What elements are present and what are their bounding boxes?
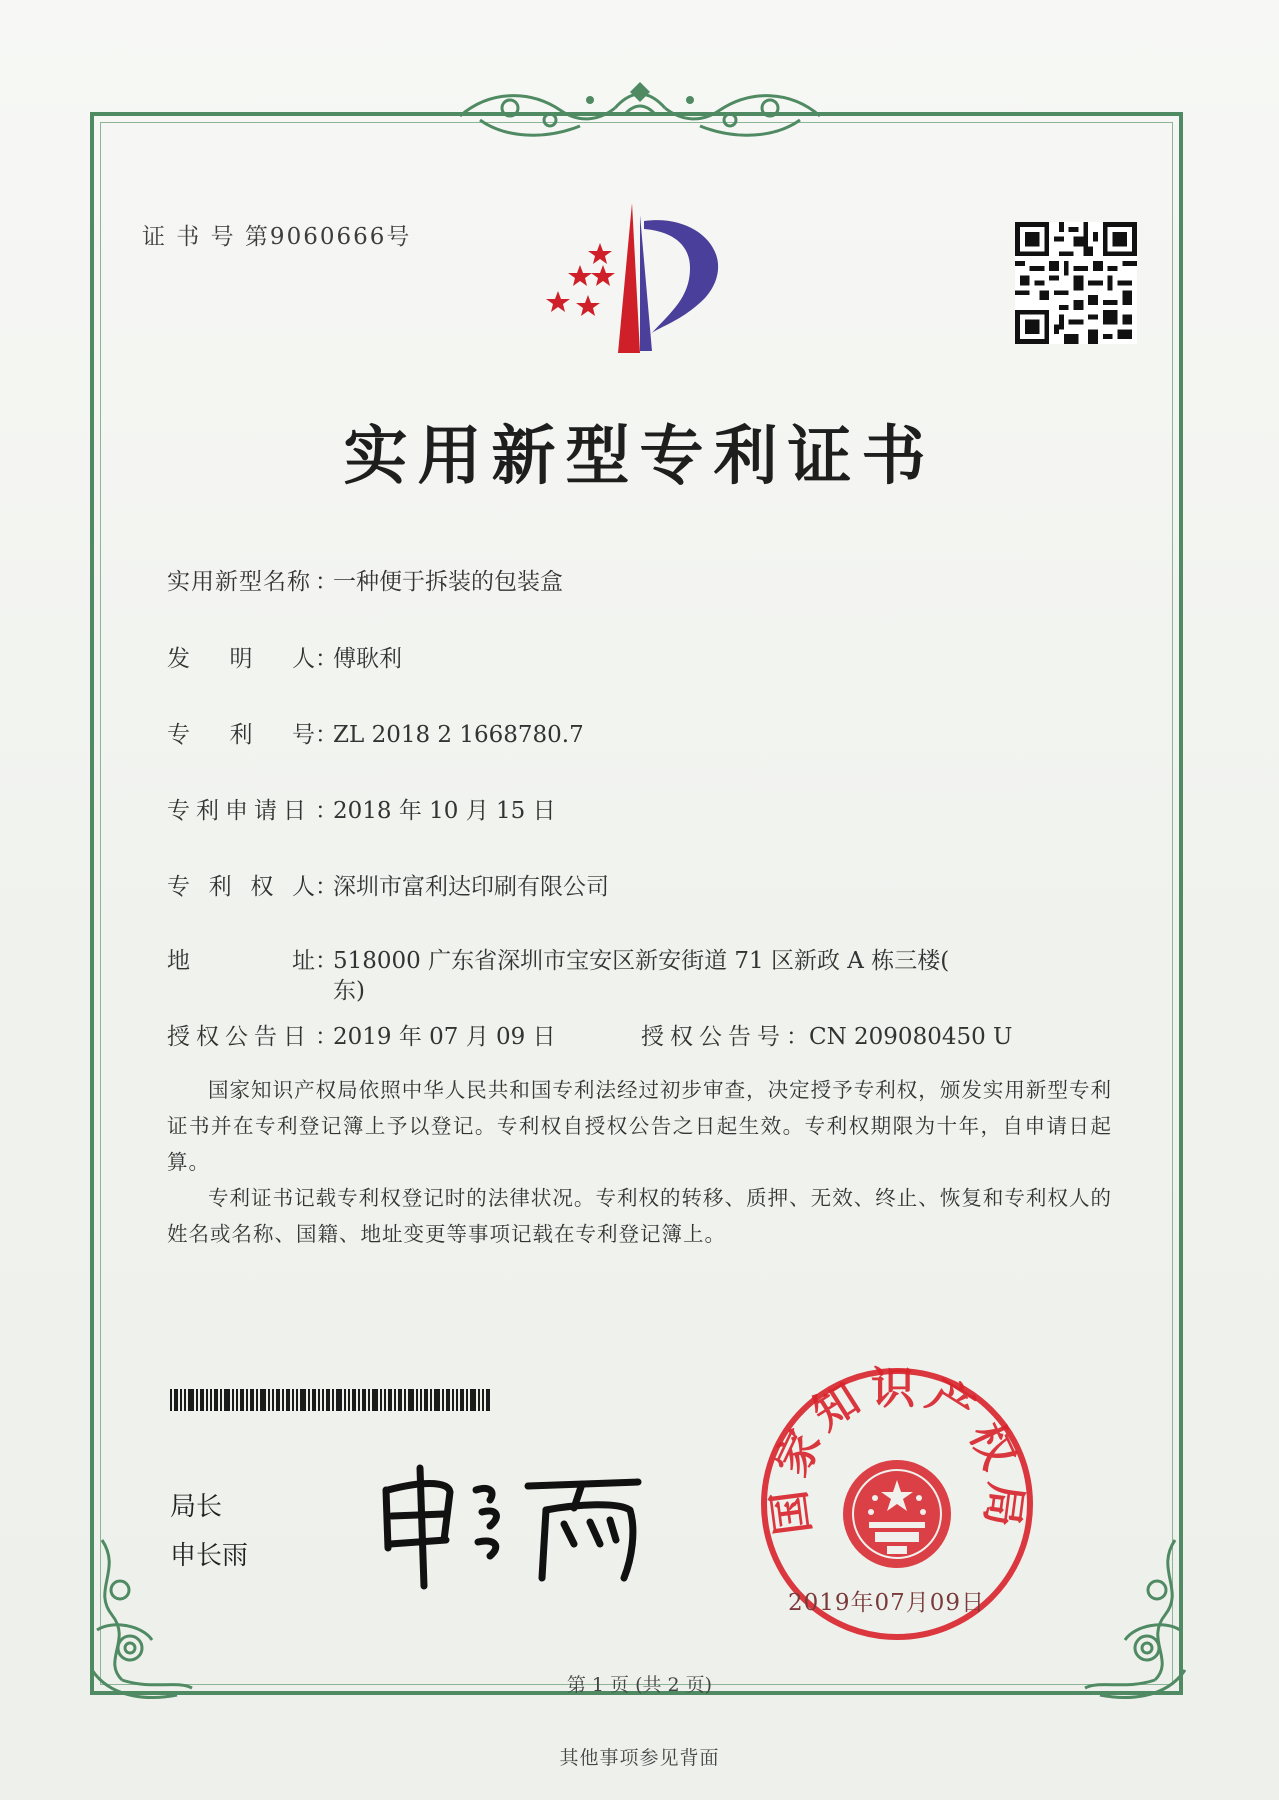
address-continuation: 东): [333, 978, 365, 1004]
qr-code-icon: [1015, 222, 1137, 344]
field-filing-date: [167, 792, 556, 825]
colon: ：: [315, 948, 338, 974]
colon: ：: [315, 646, 338, 672]
svg-text:国家知识产权局: 国家知识产权局: [762, 1364, 1032, 1538]
field-grant-date: [167, 1018, 556, 1051]
label-char: 明: [229, 646, 253, 672]
top-ornament: [450, 80, 830, 150]
label-char: 人: [291, 874, 315, 900]
field-label: [167, 716, 315, 749]
field-value: 深圳市富利达印刷有限公司: [333, 874, 609, 900]
field-label: 专利申请日: [167, 798, 312, 824]
field-patent-number: [167, 716, 584, 749]
legal-paragraph: 专利证书记载专利权登记时的法律状况。专利权的转移、质押、无效、终止、恢复和专利权人的姓名或名称、国籍、地址变更等事项记载在专利登记簿上。: [167, 1186, 1112, 1246]
label-char: 专: [167, 874, 190, 900]
label-char: 地: [167, 948, 190, 974]
field-label: 授权公告号: [641, 1024, 786, 1050]
colon: ：: [315, 1024, 338, 1050]
cnipa-logo-icon: [540, 203, 735, 353]
field-value: 2018 年 10 月 15 日: [333, 798, 556, 824]
footer-note: 其他事项参见背面: [559, 1747, 720, 1769]
page-number: 第 1 页 (共 2 页): [566, 1674, 713, 1696]
label-char: 人: [292, 646, 315, 672]
director-name: 申长雨: [170, 1541, 249, 1571]
field-label: 实用新型名称: [167, 569, 311, 595]
label-char: 权: [250, 874, 274, 900]
field-label: [167, 640, 315, 673]
field-label: [167, 942, 315, 975]
field-grant-number: [641, 1018, 1012, 1051]
legal-paragraph: 国家知识产权局依照中华人民共和国专利法经过初步审查，决定授予专利权，颁发实用新型专利证书并在专利登记簿上予以登记。专利权自授权公告之日起生效。专利权期限为十年，自申请日起算。: [167, 1078, 1112, 1174]
label-char: 号: [292, 722, 315, 748]
field-label: [167, 868, 315, 901]
colon: ：: [315, 874, 338, 900]
label-char: 址: [292, 948, 315, 974]
handwritten-signature: [378, 1460, 648, 1590]
director-title: 局长: [170, 1492, 223, 1522]
label-char: 利: [229, 722, 253, 748]
field-value: CN 209080450 U: [809, 1024, 1013, 1050]
label-char: 发: [167, 646, 190, 672]
colon: ：: [315, 569, 338, 595]
seal-date: 2019年07月09日: [788, 1590, 986, 1616]
field-address: [167, 942, 949, 975]
field-patentee: [167, 868, 609, 901]
certificate-title: 实用新型专利证书: [343, 419, 936, 494]
field-value: 傅耿利: [333, 646, 402, 672]
colon: ：: [315, 722, 338, 748]
field-utility-model-name: [167, 563, 563, 596]
field-inventor: [167, 640, 402, 673]
field-value: 2019 年 07 月 09 日: [333, 1024, 556, 1050]
colon: ：: [786, 1024, 809, 1050]
field-value: ZL 2018 2 1668780.7: [333, 722, 584, 748]
colon: ：: [315, 798, 338, 824]
label-char: 专: [167, 722, 190, 748]
field-label: 授权公告日: [167, 1024, 312, 1050]
label-char: 利: [208, 874, 232, 900]
field-value: 518000 广东省深圳市宝安区新安街道 71 区新政 A 栋三楼(: [333, 948, 950, 974]
certificate-number: 证 书 号 第9060666号: [142, 224, 412, 250]
barcode-icon: [170, 1389, 490, 1411]
field-value: 一种便于拆装的包装盒: [333, 569, 563, 595]
